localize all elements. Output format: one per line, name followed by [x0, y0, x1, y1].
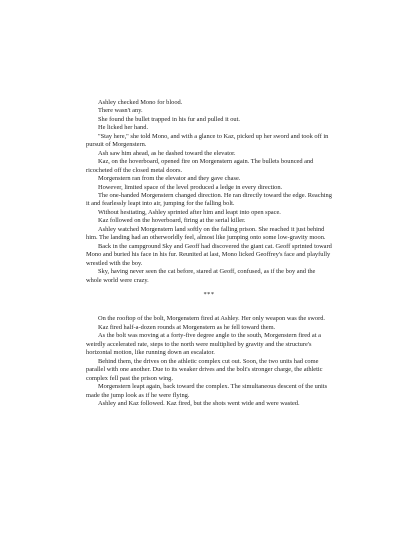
paragraph: "Stay here," she told Mono, and with a glance to Kaz, picked up her sword and took off in pursuit of Morgenstern.: [86, 132, 329, 149]
paragraph: Morgenstern leapt again, back toward the complex. The simultaneous descent of the units made the jump look as if he were flying.: [86, 383, 328, 399]
section-one: [86, 99, 332, 285]
paragraph: Ashley watched Morgenstern land softly on the falling prison. She reached it just behind him. The landing had an otherworldly feel, almost like jumping onto some low-gravity moon.: [86, 225, 326, 242]
paragraph: There wasn't any.: [98, 107, 143, 115]
paragraph: Sky, having never seen the cat before, stared at Geoff, confused, as if the boy and the whole world were crazy.: [86, 268, 316, 284]
paragraph: Ashley checked Mono for blood.: [98, 99, 183, 106]
paragraph: Kaz fired half-a-dozen rounds at Morgenstern as he fell toward them.: [98, 323, 276, 331]
paragraph: The one-handed Morgenstern changed direction. He ran directly toward the edge. Reaching it and fearlessly leapt into air, jumping for the falling bolt.: [86, 191, 332, 208]
paragraph: As the bolt was moving at a forty-five degree angle to the south, Morgenstern fired at a weirdly accelerated rate, steps to the north were multiplied by gravity and the structure's horizontal motion, like running down an escalator.: [86, 332, 321, 357]
paragraph: Without hesitating, Ashley sprinted after him and leapt into open space.: [98, 208, 281, 216]
paragraph: Kaz followed on the hoverboard, firing at the serial killer.: [98, 217, 246, 225]
paragraph: On the rooftop of the bolt, Morgenstern fired at Ashley. Her only weapon was the sword.: [98, 315, 325, 323]
paragraph: Kaz, on the hoverboard, opened fire on Morgenstern again. The bullets bounced and ricocheted off the closed metal doors.: [86, 158, 314, 174]
paragraph: Back in the campground Sky and Geoff had discovered the giant cat. Geoff sprinted toward Mono and buried his face in his fur. Reunited at last, Mono licked Geoffrey's face and playfully wrestled with the boy.: [86, 242, 332, 267]
paragraph: He licked her hand.: [98, 124, 149, 132]
paragraph: She found the bullet trapped in his fur and pulled it out.: [98, 115, 240, 123]
paragraph: Behind them, the drives on the athletic complex cut out. Soon, the two units had come parallel with one another. Due to its weaker drives and the bolt's stronger charge, the athletic complex fell past the prison wing.: [86, 357, 323, 382]
paragraph: Morgenstern ran from the elevator and they gave chase.: [98, 175, 241, 183]
paragraph: Ashley and Kaz followed. Kaz fired, but the shots went wide and were wasted.: [98, 399, 300, 407]
section-two: [86, 315, 332, 408]
scene-separator: ***: [203, 290, 215, 298]
paragraph: However, limited space of the level produced a ledge in every direction.: [98, 183, 283, 191]
paragraph: Ash saw him ahead, as he dashed toward the elevator.: [98, 149, 236, 157]
